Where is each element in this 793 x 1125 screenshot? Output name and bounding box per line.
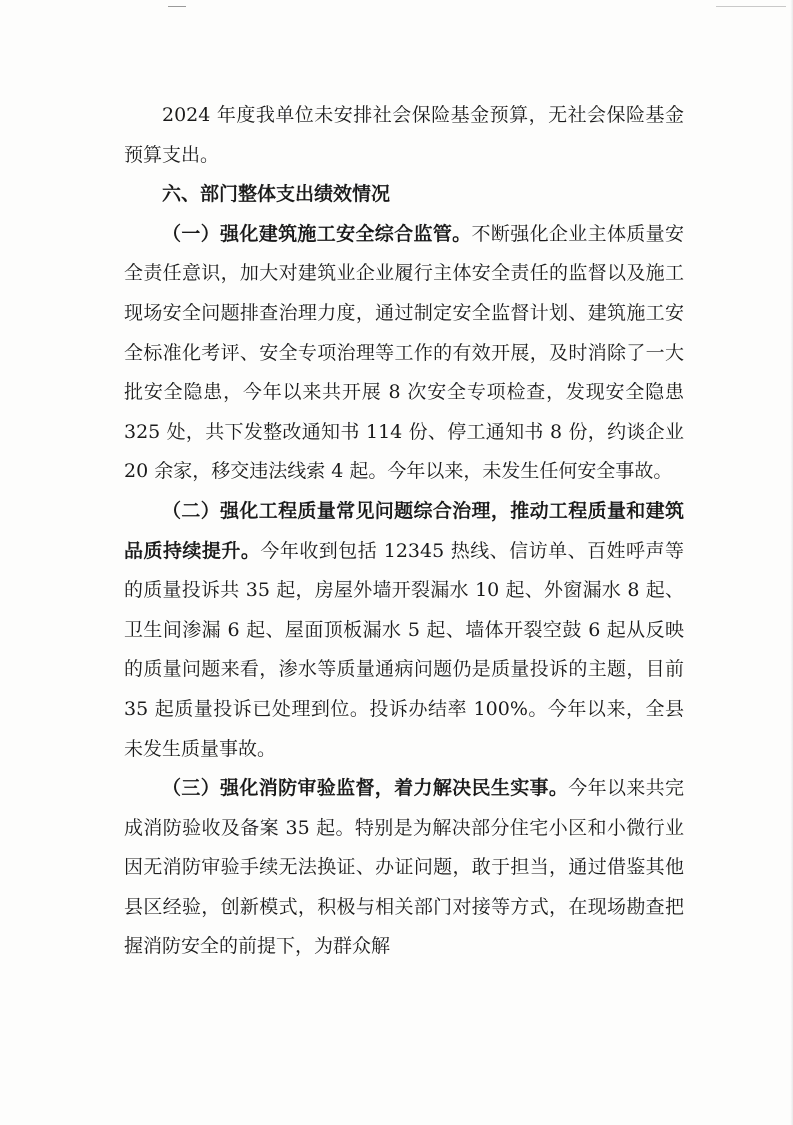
intro-paragraph: 2024 年度我单位未安排社会保险基金预算，无社会保险基金预算支出。 [124, 104, 684, 166]
item-paragraph-1 [124, 215, 684, 492]
item-body-3: 今年以来共完成消防验收及备案 35 起。特别是为解决部分住宅小区和小微行业因无消防审验手续无法换证、办证问题，敢于担当，通过借鉴其他县区经验，创新模式，积极与相关部门对接等方式，在现场勘查把握消防安全的前提下，为群众解 [124, 777, 684, 958]
item-paragraph-3 [124, 769, 684, 967]
item-lead-1: （一）强化建筑施工安全综合监管。 [162, 222, 472, 245]
scan-mark [716, 6, 786, 7]
document-body [124, 96, 684, 967]
item-body-2: 今年收到包括 12345 热线、信访单、百姓呼声等的质量投诉共 35 起，房屋外墙开裂漏水 10 起、外窗漏水 8 起、卫生间渗漏 6 起、屋面顶板漏水 5 起、墙体开裂空鼓 6 起从反映的质量问题来看，渗水等质量通病问题仍是质量投诉的主题，目前 35 起质量投诉已处理到位。投诉办结率 100%。今年以来，全县未发生质量事故。 [124, 539, 684, 760]
item-paragraph-2 [124, 492, 684, 769]
item-lead-2: （二）强化工程质量常见问题综合治理，推动工程质量和建筑品质持续提升。 [124, 499, 684, 562]
scan-mark [168, 6, 186, 7]
item-lead-3: （三）强化消防审验监督，着力解决民生实事。 [162, 777, 569, 800]
item-body-1: 不断强化企业主体质量安全责任意识，加大对建筑业企业履行主体安全责任的监督以及施工现场安全问题排查治理力度，通过制定安全监督计划、建筑施工安全标准化考评、安全专项治理等工作的有效开展，及时消除了一大批安全隐患，今年以来共开展 8 次安全专项检查，发现安全隐患 325 处，共下发整改通知书 114 份、停工通知书 8 份，约谈企业 20 余家，移交违法线索 4 起。今年以来，未发生任何安全事故。 [124, 222, 684, 483]
section-title: 六、部门整体支出绩效情况 [162, 183, 391, 206]
